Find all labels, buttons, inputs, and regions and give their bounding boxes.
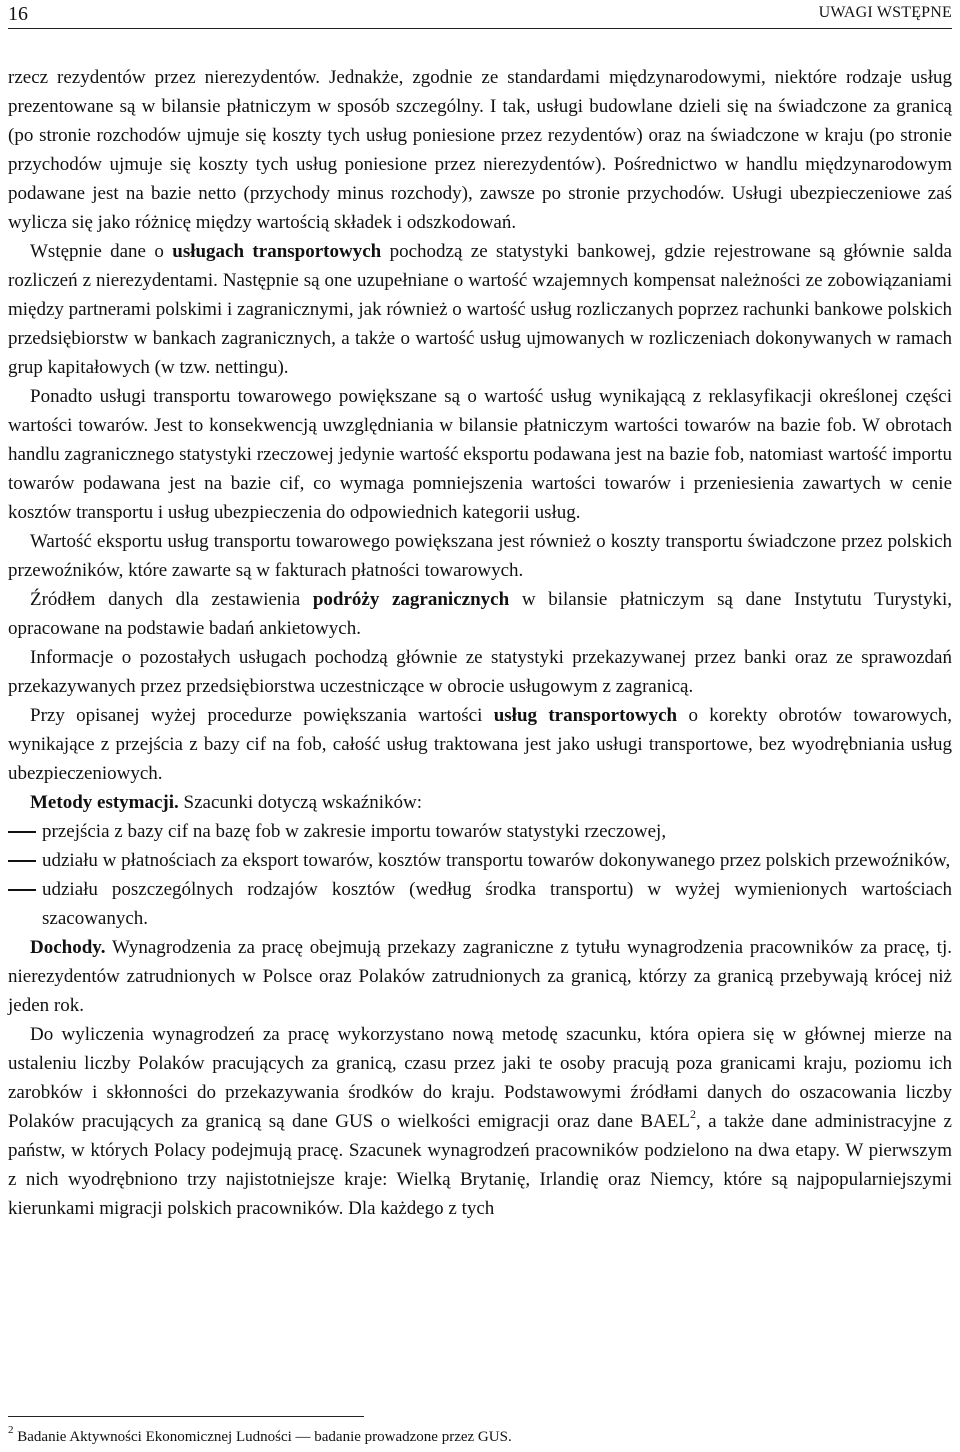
list-item: udziału w płatnościach za eksport towarów, kosztów transportu towarów dokonywanego przez polskich przewoźników, bbox=[8, 846, 952, 875]
paragraph bbox=[8, 527, 952, 585]
paragraph bbox=[8, 643, 952, 701]
page-number: 16 bbox=[8, 3, 28, 25]
bold-term: usługach transportowych bbox=[172, 241, 382, 262]
paragraph-text: Źródłem danych dla zestawienia bbox=[30, 589, 313, 610]
paragraph-text: Przy opisanej wyżej procedurze powiększania wartości bbox=[30, 705, 494, 726]
paragraph-text: rzecz rezydentów przez nierezydentów. Jednakże, zgodnie ze standardami międzynarodowymi, niektóre rodzaje usług prezentowane są w bilansie płatniczym w sposób szczególny. I tak, usługi budowlane dzieli się na świadczone za granicą (po stronie rozchodów ujmuje się koszty tych usług poniesione przez rezydentów) oraz na świadczone w kraju (po stronie przychodów ujmuje się koszty tych usług poniesione przez nierezydentów). Pośrednictwo w handlu międzynarodowym podawane jest na bazie netto (przychody minus rozchody), zawsze po stronie przychodów. Usługi ubezpieczeniowe zaś wylicza się jako różnicę między wartością składek i odszkodowań. bbox=[8, 67, 952, 233]
dash-list bbox=[8, 817, 952, 933]
running-title: UWAGI WSTĘPNE bbox=[818, 4, 952, 21]
paragraph-text: Do wyliczenia wynagrodzeń za pracę wykorzystano nową metodę szacunku, która opiera się w głównej mierze na ustaleniu liczby Polaków pracujących za granicą, czasu przez jaki te osoby pracują poza granicami kraju, poziomu ich zarobków i skłonności do przekazywania środków do kraju. Podstawowymi źródłami danych do oszacowania liczby Polaków pracujących za granicą są dane GUS o wielkości emigracji oraz dane BAEL bbox=[8, 1024, 952, 1132]
footnote-marker: 2 bbox=[8, 1424, 14, 1436]
paragraph bbox=[8, 788, 952, 817]
footnote-text: Badanie Aktywności Ekonomicznej Ludności — badanie prowadzone przez GUS. bbox=[13, 1429, 512, 1445]
bold-term: podróży zagranicznych bbox=[312, 589, 510, 610]
paragraph-text: pochodzą ze statystyki bankowej, gdzie rejestrowane są głównie salda rozliczeń z nierezydentami. Następnie są one uzupełniane o wartość wzajemnych kompensat należności ze zobowiązaniami między partnerami polskimi i zagranicznymi, jak również o wartość usług rozliczanych poprzez rachunki bankowe polskich przedsiębiorstw w bankach zagranicznych, a także o wartość usług ujmowanych w rozliczeniach dokonywanych w ramach grup kapitałowych (w tzw. nettingu). bbox=[8, 241, 952, 378]
body-text bbox=[8, 63, 952, 1223]
section-heading: Metody estymacji. bbox=[30, 792, 179, 813]
paragraph-text: Ponadto usługi transportu towarowego powiększane są o wartość usług wynikającą z reklasyfikacji określonej części wartości towarów. Jest to konsekwencją uwzględniania w bilansie płatniczym wartości towarów na bazie fob. W obrotach handlu zagranicznego statystyki rzeczowej jedynie wartość eksportu podawana jest na bazie fob, natomiast wartość importu towarów podawana jest na bazie cif, co wymaga pomniejszenia wartości towarów i przeniesienia zawartych w cenie kosztów transportu i usług ubezpieczenia do odpowiednich kategorii usług. bbox=[8, 386, 952, 523]
footnote bbox=[8, 1424, 952, 1447]
footnote-divider bbox=[8, 1416, 364, 1417]
paragraph bbox=[8, 701, 952, 788]
paragraph bbox=[8, 1020, 952, 1223]
paragraph bbox=[8, 382, 952, 527]
paragraph-text: Wynagrodzenia za pracę obejmują przekazy zagraniczne z tytułu wynagrodzenia pracowników za pracę, tj. nierezydentów zatrudnionych w Polsce oraz Polaków zatrudnionych za granicą, którzy za granicą przebywają krócej niż jeden rok. bbox=[8, 937, 952, 1016]
bold-term: usług transportowych bbox=[493, 705, 678, 726]
paragraph-text: Informacje o pozostałych usługach pochodzą głównie ze statystyki przekazywanej przez banki oraz ze sprawozdań przekazywanych przez przedsiębiorstwa uczestniczące w obrocie usługowym z zagranicą. bbox=[8, 647, 952, 697]
list-item: przejścia z bazy cif na bazę fob w zakresie importu towarów statystyki rzeczowej, bbox=[8, 817, 952, 846]
paragraph-text: Wstępnie dane o bbox=[30, 241, 173, 262]
paragraph bbox=[8, 933, 952, 1020]
paragraph bbox=[8, 63, 952, 237]
paragraph-text: o korekty obrotów towarowych, wynikające z przejścia z bazy cif na fob, całość usług traktowana jest jako usługi transportowe, bez wyodrębniania usług ubezpieczeniowych. bbox=[8, 705, 953, 784]
section-heading: Dochody. bbox=[30, 937, 106, 958]
list-item: udziału poszczególnych rodzajów kosztów (według środka transportu) w wyżej wymienionych wartościach szacowanych. bbox=[8, 875, 952, 933]
paragraph bbox=[8, 585, 952, 643]
paragraph-text: Wartość eksportu usług transportu towarowego powiększana jest również o koszty transportu świadczone przez polskich przewoźników, które zawarte są w fakturach płatności towarowych. bbox=[8, 531, 952, 581]
paragraph-text: Szacunki dotyczą wskaźników: bbox=[178, 792, 423, 813]
running-header bbox=[8, 0, 952, 29]
paragraph-text: , a także dane administracyjne z państw, w których Polacy podejmują pracę. Szacunek wynagrodzeń pracowników podzielono na dwa etapy. W pierwszym z nich wyodrębniono trzy najistotniejsze kraje: Wielką Brytanię, Irlandię oraz Niemcy, które są najpopularniejszymi kierunkami migracji polskich pracowników. Dla każdego z tych bbox=[8, 1111, 952, 1219]
paragraph-text: w bilansie płatniczym są dane Instytutu Turystyki, opracowane na podstawie badań ankietowych. bbox=[8, 589, 952, 639]
footnote-reference[interactable]: 2 bbox=[689, 1106, 696, 1121]
paragraph bbox=[8, 237, 952, 382]
